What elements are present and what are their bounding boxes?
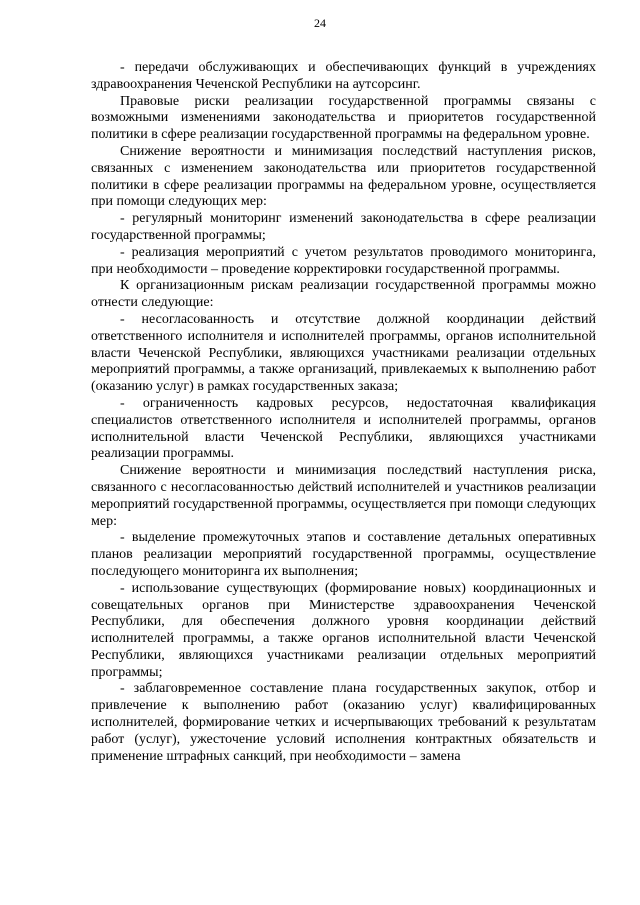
document-body	[91, 60, 596, 765]
paragraph-legal-risk-mitigation: Снижение вероятности и минимизация последствий наступления рисков, связанных с изменением законодательства или приоритетов государственной политики в сфере реализации программы на федеральном уровне, осуществляется при помощи следующих мер:	[91, 143, 596, 210]
paragraph-outsourcing: - передачи обслуживающих и обеспечивающих функций в учреждениях здравоохранения Чеченской Республики на аутсорсинг.	[91, 60, 596, 92]
paragraph-interim-stages: - выделение промежуточных этапов и составление детальных оперативных планов реализации мероприятий государственной программы, осуществление последующего мониторинга их выполнения;	[91, 530, 596, 579]
paragraph-legislation-monitoring: - регулярный мониторинг изменений законодательства в сфере реализации государственной программы;	[91, 211, 596, 243]
paragraph-program-adjustment: - реализация мероприятий с учетом результатов проводимого мониторинга, при необходимости – проведение корректировки государственной программы.	[91, 244, 596, 277]
paragraph-legal-risks: Правовые риски реализации государственной программы связаны с возможными изменениями законодательства и приоритетов государственной политики в сфере реализации государственной программы на федеральном уровне.	[91, 93, 596, 143]
paragraph-coordination-risk: - несогласованность и отсутствие должной координации действий ответственного исполнителя и исполнителей программы, органов исполнительной власти Чеченской Республики, являющихся участниками реализации отдельных мероприятий программы, а также организаций, привлекаемых к выполнению работ (оказанию услуг) в рамках государственных заказа;	[91, 311, 596, 395]
paragraph-staff-risk: - ограниченность кадровых ресурсов, недостаточная квалификация специалистов ответственного исполнителя и исполнителей программы, органов исполнительной власти Чеченской Республики, являющихся участниками реализации программы.	[91, 395, 596, 462]
paragraph-procurement-planning: - заблаговременное составление плана государственных закупок, отбор и привлечение к выполнению работ (оказанию услуг) квалифицированных исполнителей, формирование четких и исчерпывающих требований к результатам работ (услуг), ужесточение условий исполнения контрактных обязательств и применение штрафных санкций, при необходимости – замена	[91, 681, 596, 764]
paragraph-organizational-risks: К организационным рискам реализации государственной программы можно отнести следующие:	[91, 278, 596, 311]
paragraph-coordination-bodies: - использование существующих (формирование новых) координационных и совещательных органов при Министерстве здравоохранения Чеченской Республики, для обеспечения должного уровня координации действий исполнителей программы, а также органов исполнительной власти Чеченской Республики, являющихся участниками реализации отдельных мероприятий программы;	[91, 580, 596, 680]
paragraph-coordination-risk-mitigation: Снижение вероятности и минимизация последствий наступления риска, связанного с несогласованностью действий исполнителей и участников реализации мероприятий государственной программы, осуществляется при помощи следующих мер:	[91, 463, 596, 529]
page-number: 24	[314, 16, 326, 30]
